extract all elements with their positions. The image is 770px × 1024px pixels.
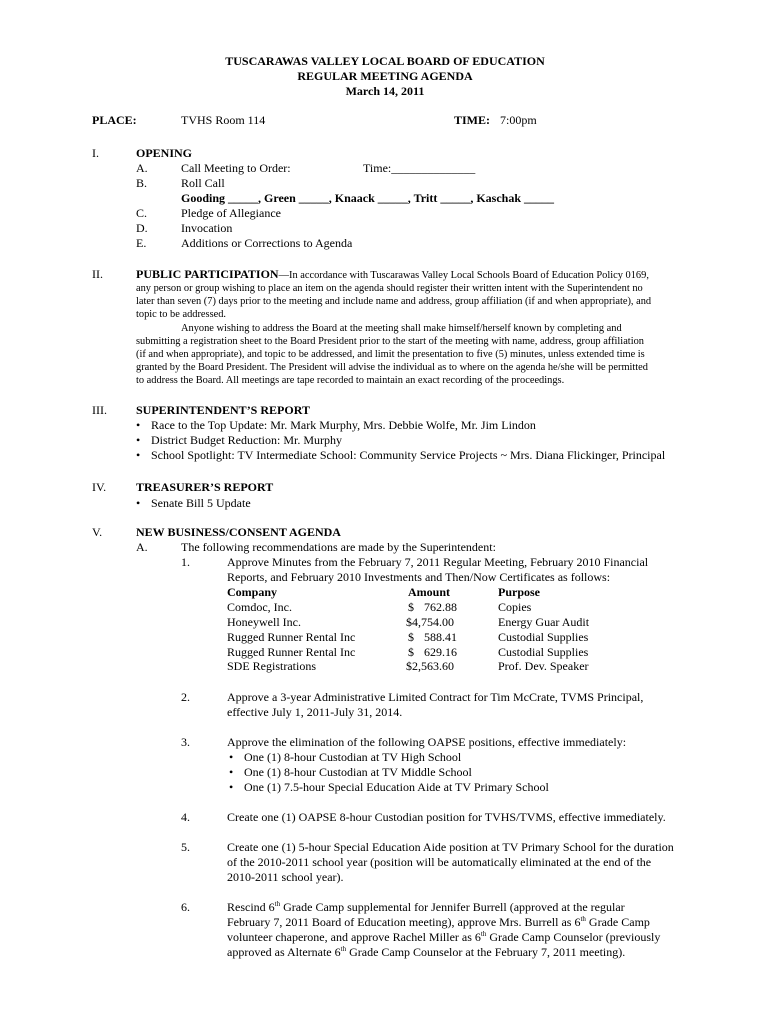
table-cell-dollar: $ (408, 630, 414, 644)
item-text: Create one (1) OAPSE 8-hour Custodian position for TVHS/TVMS, effective immediately. (227, 810, 666, 824)
item-text: Create one (1) 5-hour Special Education Aide position at TV Primary School for the duration (227, 840, 674, 854)
time-blank-field: Time:______________ (363, 161, 476, 175)
text-run: Grade Camp supplemental for Jennifer Burrell (approved at the regular (280, 900, 625, 914)
section-title: NEW BUSINESS/CONSENT AGENDA (136, 525, 341, 539)
agenda-title: REGULAR MEETING AGENDA (297, 69, 473, 83)
paragraph-line: to address the Board. All meetings are tape recorded to maintain an exact recording of the proceedings. (136, 375, 565, 386)
paragraph-line: granted by the Board President. The President will advise the individual as to where on the agenda he/she will be permitted (136, 362, 648, 373)
item-text (227, 930, 660, 945)
item-number: 2. (181, 690, 190, 704)
text-run: Rescind 6 (227, 900, 275, 914)
section-number: II. (92, 267, 103, 281)
text-run: volunteer chaperone, and approve Rachel Miller as 6 (227, 930, 481, 944)
table-cell-company: SDE Registrations (227, 659, 316, 673)
bullet-item: • Race to the Top Update: Mr. Mark Murphy, Mrs. Debbie Wolfe, Mr. Jim Lindon (136, 418, 536, 433)
org-title: TUSCARAWAS VALLEY LOCAL BOARD OF EDUCATION (225, 54, 545, 68)
section-title: PUBLIC PARTICIPATION (136, 267, 279, 281)
item-number: 1. (181, 555, 190, 569)
table-cell-purpose: Custodial Supplies (498, 645, 589, 659)
item-text: Approve the elimination of the following OAPSE positions, effective immediately: (227, 735, 627, 749)
table-header-purpose: Purpose (498, 585, 540, 599)
item-text: Reports, and February 2010 Investments and Then/Now Certificates as follows: (227, 570, 611, 584)
item-number: 3. (181, 735, 190, 749)
meeting-date: March 14, 2011 (345, 84, 425, 98)
table-cell-dollar: $ (408, 645, 414, 659)
item-text: of the 2010-2011 school year (position will be automatically eliminated at the end of the (227, 855, 652, 869)
table-cell-amount: 629.16 (424, 645, 457, 659)
table-cell-purpose: Custodial Supplies (498, 630, 589, 644)
place-label: PLACE: (92, 113, 137, 127)
section-title: SUPERINTENDENT’S REPORT (136, 403, 310, 417)
place-value: TVHS Room 114 (181, 113, 266, 127)
item-text (227, 945, 625, 960)
section-number: V. (92, 525, 103, 539)
item-text: Roll Call (181, 176, 225, 190)
public-participation-first-line (136, 267, 649, 283)
table-cell-amount: 588.41 (424, 630, 457, 644)
item-text: effective July 1, 2011-July 31, 2014. (227, 705, 403, 719)
item-text: Call Meeting to Order: (181, 161, 291, 175)
table-cell-dollar: $4,754.00 (406, 615, 454, 629)
superscript: th (580, 915, 586, 923)
item-letter: D. (136, 221, 148, 235)
time-label: TIME: (454, 113, 490, 127)
paragraph-line: later than seven (7) days prior to the meeting and include name and address, group affiliation (if and when appropriate), and (136, 296, 652, 307)
item-text: Invocation (181, 221, 233, 235)
section-number: I. (92, 146, 99, 160)
roll-call-names: Gooding _____, Green _____, Knaack _____, Tritt _____, Kaschak _____ (181, 191, 555, 205)
item-letter: A. (136, 161, 148, 175)
paragraph-line: any person or group wishing to place an item on the agenda should register their written intent with the Superintendent no (136, 283, 643, 294)
table-cell-purpose: Prof. Dev. Speaker (498, 659, 589, 673)
paragraph-line: (if and when appropriate), and topic to be addressed, and limit the presentation to five (5) minutes, unless extended time is (136, 349, 645, 360)
bullet-item: • One (1) 8-hour Custodian at TV High School (229, 750, 461, 765)
bullet-item: • Senate Bill 5 Update (136, 496, 251, 511)
bullet-item: • School Spotlight: TV Intermediate School: Community Service Projects ~ Mrs. Diana Flickinger, Principal (136, 448, 665, 463)
paragraph-line: submitting a registration sheet to the Board President prior to the start of the meeting with name, address, group affiliation (136, 336, 644, 347)
table-cell-dollar: $ (408, 600, 414, 614)
superscript: th (274, 900, 281, 908)
item-letter: B. (136, 176, 148, 190)
item-number: 5. (181, 840, 190, 854)
item-letter: E. (136, 236, 147, 250)
text-run: February 7, 2011 Board of Education meeting), approve Mrs. Burrell as 6 (227, 915, 581, 929)
item-letter: A. (136, 540, 148, 554)
paragraph-text: —In accordance with Tuscarawas Valley Local Schools Board of Education Policy 0169, (278, 270, 649, 281)
text-run: approved as Alternate 6 (227, 945, 341, 959)
paragraph-line: topic to be addressed. (136, 309, 227, 320)
paragraph-line: Anyone wishing to address the Board at the meeting shall make himself/herself known by completing and (181, 323, 622, 334)
item-text: Approve Minutes from the February 7, 2011 Regular Meeting, February 2010 Financial (227, 555, 649, 569)
bullet-item: • One (1) 8-hour Custodian at TV Middle School (229, 765, 472, 780)
section-number: IV. (92, 480, 107, 494)
table-cell-company: Comdoc, Inc. (227, 600, 292, 614)
table-cell-company: Honeywell Inc. (227, 615, 301, 629)
bullet-item: • One (1) 7.5-hour Special Education Aide at TV Primary School (229, 780, 549, 795)
section-number: III. (92, 403, 107, 417)
item-number: 6. (181, 900, 190, 914)
item-text: Pledge of Allegiance (181, 206, 281, 220)
table-cell-company: Rugged Runner Rental Inc (227, 630, 356, 644)
text-run: Grade Camp (585, 915, 650, 929)
section-title: TREASURER’S REPORT (136, 480, 274, 494)
bullet-item: • District Budget Reduction: Mr. Murphy (136, 433, 342, 448)
item-text: 2010-2011 school year). (227, 870, 344, 884)
table-cell-amount: 762.88 (424, 600, 457, 614)
table-header-amount: Amount (408, 585, 451, 599)
time-value: 7:00pm (500, 113, 537, 127)
item-text (227, 900, 625, 915)
item-text: Approve a 3-year Administrative Limited Contract for Tim McCrate, TVMS Principal, (227, 690, 644, 704)
text-run: Grade Camp Counselor (previously (486, 930, 661, 944)
item-text (227, 915, 650, 930)
superscript: th (480, 930, 487, 938)
table-cell-purpose: Copies (498, 600, 532, 614)
section-title: OPENING (136, 146, 193, 160)
item-text: The following recommendations are made by the Superintendent: (181, 540, 496, 554)
item-letter: C. (136, 206, 148, 220)
table-cell-company: Rugged Runner Rental Inc (227, 645, 356, 659)
item-number: 4. (181, 810, 190, 824)
text-run: Grade Camp Counselor at the February 7, 2011 meeting). (346, 945, 626, 959)
superscript: th (340, 945, 347, 953)
table-cell-dollar: $2,563.60 (406, 659, 454, 673)
table-header-company: Company (227, 585, 278, 599)
item-text: Additions or Corrections to Agenda (181, 236, 353, 250)
table-cell-purpose: Energy Guar Audit (498, 615, 590, 629)
